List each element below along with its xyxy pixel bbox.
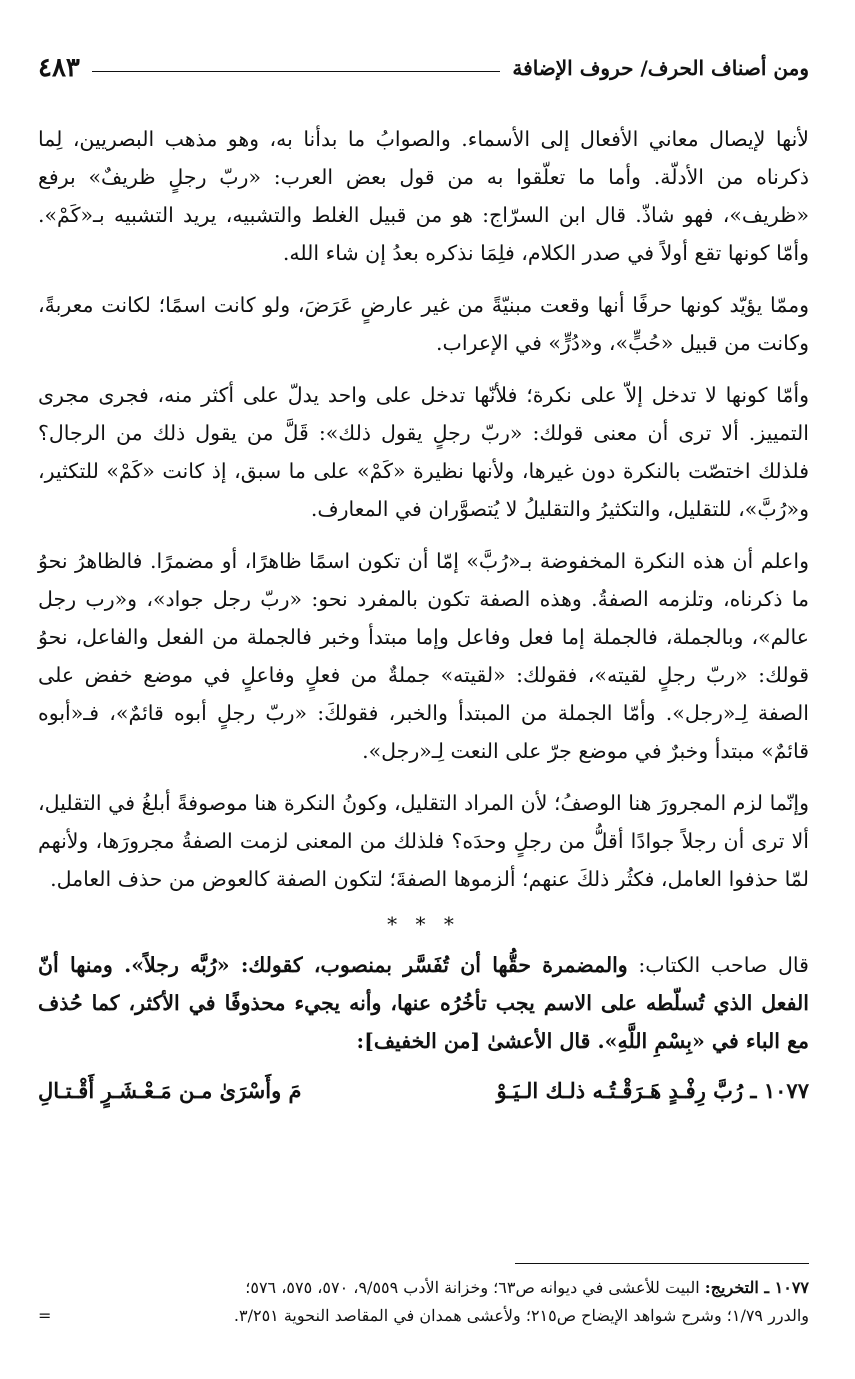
- verse-hemistich-1: رُبَّ رِفْـدٍ هَـرَقْـتُـه ذلـك الـيَـوْ: [496, 1078, 744, 1103]
- footnote-text-1: البيت للأعشى في ديوانه ص٦٣؛ وخزانة الأدب ٩/٥٥٩، ٥٧٠، ٥٧٥، ٥٧٦؛: [245, 1278, 700, 1297]
- paragraph-1: لأنها لإيصال معاني الأفعال إلى الأسماء. والصوابُ ما بدأنا به، وهو مذهب البصريين، لِما ذكرناه من الأدلّة. وأما ما تعلّقوا به من قول بعض العرب: «ربّ رجلٍ ظريفٌ» برفع «ظريف»، فهو شاذّ. قال ابن السرّاج: هو من قبيل الغلط والتشبيه، يريد التشبيه بـ«كَمْ». وأمّا كونها تقع أولاً في صدر الكلام، فلِمَا نذكره بعدُ إن شاء الله.: [38, 127, 809, 265]
- paragraph-3: وأمّا كونها لا تدخل إلاّ على نكرة؛ فلأنّها تدخل على واحد يدلّ على أكثر منه، فجرى مجرى التمييز. ألا ترى أن معنى قولك: «ربّ رجلٍ يقول ذلك»: قَلَّ من يقول ذلك من الرجال؟ فلذلك اختصّت بالنكرة دون غيرها، ولأنها نظيرة «كَمْ» على ما سبق، إذ كانت «كَمْ» للتكثير، و«رُبَّ»، للتقليل، والتكثيرُ والتقليلُ لا يُتصوَّران في المعارف.: [38, 383, 809, 521]
- body-text: [38, 120, 809, 1110]
- verse-number: ١٠٧٧ ـ: [750, 1078, 809, 1103]
- footnote-continuation-mark: =: [38, 1306, 52, 1325]
- footnote-rule: [515, 1263, 809, 1264]
- paragraph-5: وإنّما لزم المجرورَ هنا الوصفُ؛ لأن المراد التقليل، وكونُ النكرة هنا موصوفةً أبلغُ في التقليل، ألا ترى أن رجلاً جوادًا أقلُّ من رجلٍ وحدَه؟ فلذلك من المعنى لزمت الصفةُ مجرورَها، ولأنهم لمّا حذفوا العامل، فكثُر ذلكَ عنهم؛ ألزموها الصفةَ؛ لتكون الصفة كالعوض من حذف العامل.: [38, 791, 809, 891]
- running-head: [38, 50, 809, 86]
- footnote: [38, 1274, 809, 1330]
- paragraph-4: واعلم أن هذه النكرة المخفوضة بـ«رُبَّ» إمّا أن تكون اسمًا ظاهرًا، أو مضمرًا. فالظاهرُ نحوُ ما ذكرناه، وتلزمه الصفةُ. وهذه الصفة تكون بالمفرد نحو: «ربّ رجل جواد»، و«رب رجل عالم»، وبالجملة، فالجملة إما فعل وفاعل وإما مبتدأ وخبر فالجملة من الفعل والفاعل، نحوُ قولك: «ربّ رجلٍ لقيته»، فقولك: «لقيته» جملةٌ من فعلٍ وفاعلٍ في موضع خفض على الصفة لِـ«رجل». وأمّا الجملة من المبتدأ والخبر، فقولكَ: «ربّ رجلٍ أبوه قائمٌ»، فـ«أبوه قائمٌ» مبتدأ وخبرٌ في موضع جرّ على النعت لِـ«رجل».: [38, 549, 809, 763]
- verse-line: [38, 1072, 809, 1110]
- quoted-text: [38, 946, 809, 1060]
- header-rule: [92, 71, 501, 72]
- footnote-line-1: [38, 1274, 809, 1302]
- verse-hemistich-2: مَ وأَسْرَىٰ مـن مَـعْـشَـرٍ أَقْـتـالِ: [38, 1078, 302, 1103]
- quote-lead: قال صاحب الكتاب:: [638, 953, 809, 977]
- verse-first: [497, 1072, 810, 1110]
- footnote-text-2: والدرر ١/٧٩؛ وشرح شواهد الإيضاح ص٢١٥؛ ولأعشى همدان في المقاصد النحوية ٣/٢٥١.: [233, 1306, 809, 1325]
- running-head-title: ومن أصناف الحرف/ حروف الإضافة: [512, 56, 809, 80]
- section-separator: * * *: [387, 912, 460, 936]
- quote-bold: والمضمرة حقُّها أن تُفَسَّر بمنصوب، كقولك: «رُبَّه رجلاً». ومنها أنّ الفعل الذي تُسلّطه على الاسم يجب تأخُرُه عنها، وأنه يجيء محذوفًا في الأكثر، كما حُذف مع الباء في «بِسْمِ اللَّهِ». قال الأعشىٰ [من الخفيف]:: [38, 953, 809, 1053]
- footnote-line-2: [38, 1302, 809, 1330]
- paragraph-2: وممّا يؤيّد كونها حرفًا أنها وقعت مبنيّةً من غير عارضٍ عَرَضَ، ولو كانت اسمًا؛ لكانت معربةً، وكانت من قبيل «حُبٍّ»، و«دُرٍّ» في الإعراب.: [38, 293, 809, 355]
- footnote-label: ١٠٧٧ ـ التخريج:: [704, 1278, 809, 1297]
- page-number: ٤٨٣: [38, 53, 80, 83]
